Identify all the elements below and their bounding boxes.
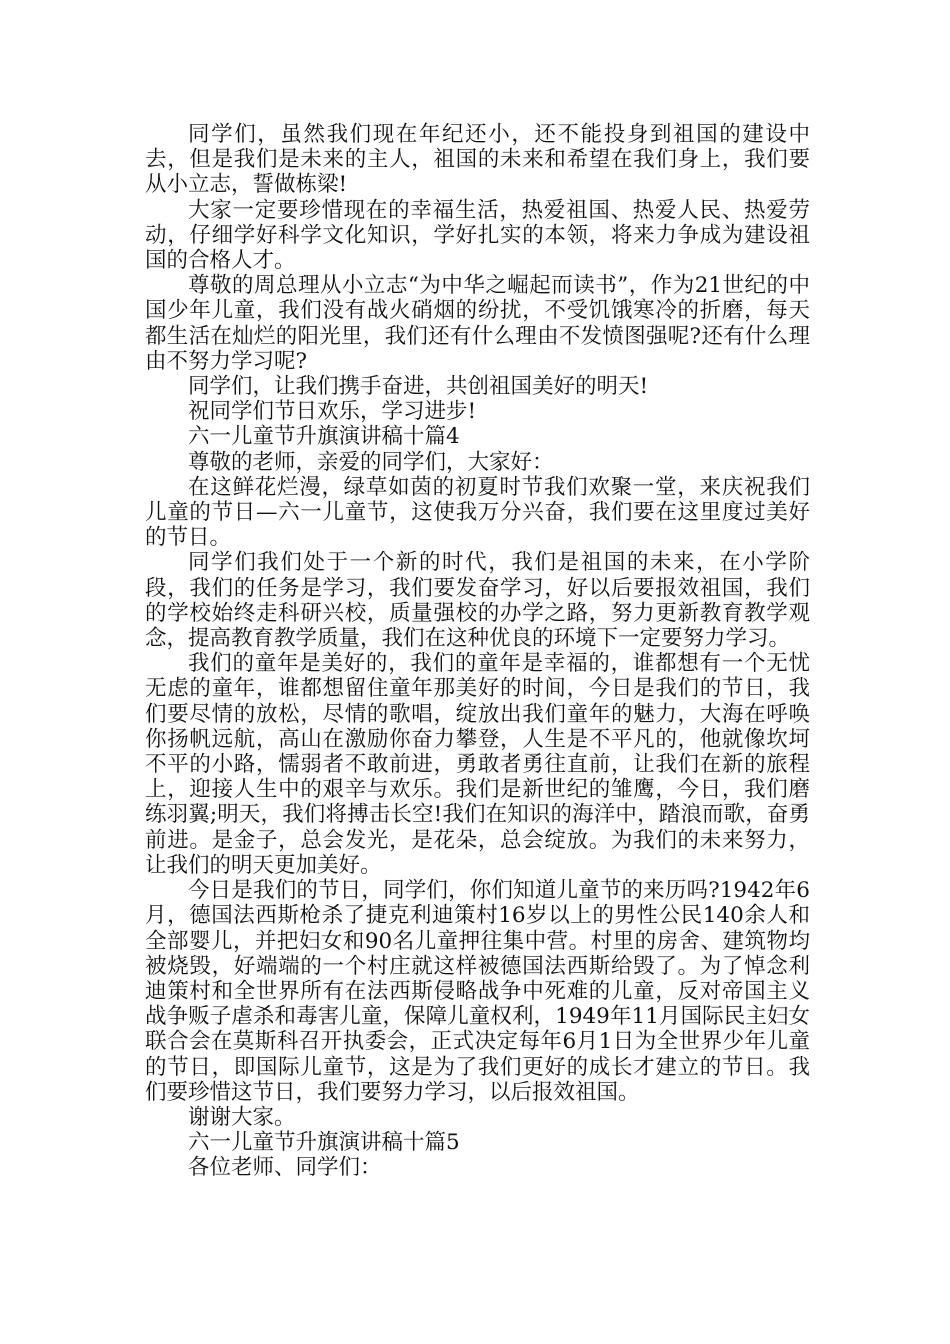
paragraph: 尊敬的周总理从小立志“为中华之崛起而读书”，作为21世纪的中国少年儿童，我们没有战火硝烟的纷扰，不受饥饿寒冷的折磨，每天都生活在灿烂的阳光里，我们还有什么理由不发愤图强呢?还有什么理由不努力学习呢? [145, 273, 810, 374]
paragraph: 同学们，虽然我们现在年纪还小，还不能投身到祖国的建设中去，但是我们是未来的主人，祖国的未来和希望在我们身上，我们要从小立志，誓做栋梁! [145, 122, 810, 198]
paragraph: 同学们我们处于一个新的时代，我们是祖国的未来，在小学阶段，我们的任务是学习，我们要发奋学习，好以后要报效祖国，我们的学校始终走科研兴校，质量强校的办学之路，努力更新教育教学观念，提高教育教学质量，我们在这种优良的环境下一定要努力学习。 [145, 550, 810, 652]
closing: 谢谢大家。 [188, 1104, 296, 1130]
salutation: 尊敬的老师，亲爱的同学们，大家好： [188, 449, 554, 475]
paragraph: 大家一定要珍惜现在的幸福生活，热爱祖国、热爱人民、热爱劳动，仔细学好科学文化知识，学好扎实的本领，将来力争成为建设祖国的合格人才。 [145, 197, 810, 274]
salutation: 各位老师、同学们： [188, 1155, 382, 1181]
paragraph: 我们的童年是美好的，我们的童年是幸福的，谁都想有一个无忧无虑的童年，谁都想留住童年那美好的时间，今日是我们的节日，我们要尽情的放松，尽情的歌唱，绽放出我们童年的魅力，大海在呼唤你扬帆远航，高山在激励你奋力攀登，人生是不平凡的，他就像坎坷不平的小路，懦弱者不敢前进，勇敢者勇往直前，让我们在新的旅程上，迎接人生中的艰辛与欢乐。我们是新世纪的雏鹰，今日，我们磨练羽翼;明天，我们将搏击长空!我们在知识的海洋中，踏浪而歌，奋勇前进。是金子，总会发光，是花朵，总会绽放。为我们的未来努力，让我们的明天更加美好。 [145, 651, 810, 878]
paragraph: 在这鲜花烂漫，绿草如茵的初夏时节我们欢聚一堂，来庆祝我们儿童的节日—六一儿童节，这使我万分兴奋，我们要在这里度过美好的节日。 [145, 474, 810, 551]
document-page [145, 122, 810, 1181]
paragraph: 祝同学们节日欢乐，学习进步! [188, 399, 477, 425]
section-heading: 六一儿童节升旗演讲稿十篇4 [188, 424, 460, 450]
paragraph: 今日是我们的节日，同学们，你们知道儿童节的来历吗?1942年6月，德国法西斯枪杀了捷克利迪策村16岁以上的男性公民140余人和全部婴儿，并把妇女和90名儿童押往集中营。村里的房舍、建筑物均被烧毁，好端端的一个村庄就这样被德国法西斯给毁了。为了悼念利迪策村和全世界所有在法西斯侵略战争中死难的儿童，反对帝国主义战争贩子虐杀和毒害儿童，保障儿童权利，1949年11月国际民主妇女联合会在莫斯科召开执委会，正式决定每年6月1日为全世界少年儿童的节日，即国际儿童节，这是为了我们更好的成长才建立的节日。我们要珍惜这节日，我们要努力学习，以后报效祖国。 [145, 878, 810, 1105]
section-heading: 六一儿童节升旗演讲稿十篇5 [188, 1130, 460, 1156]
paragraph: 同学们，让我们携手奋进，共创祖国美好的明天! [188, 374, 649, 400]
